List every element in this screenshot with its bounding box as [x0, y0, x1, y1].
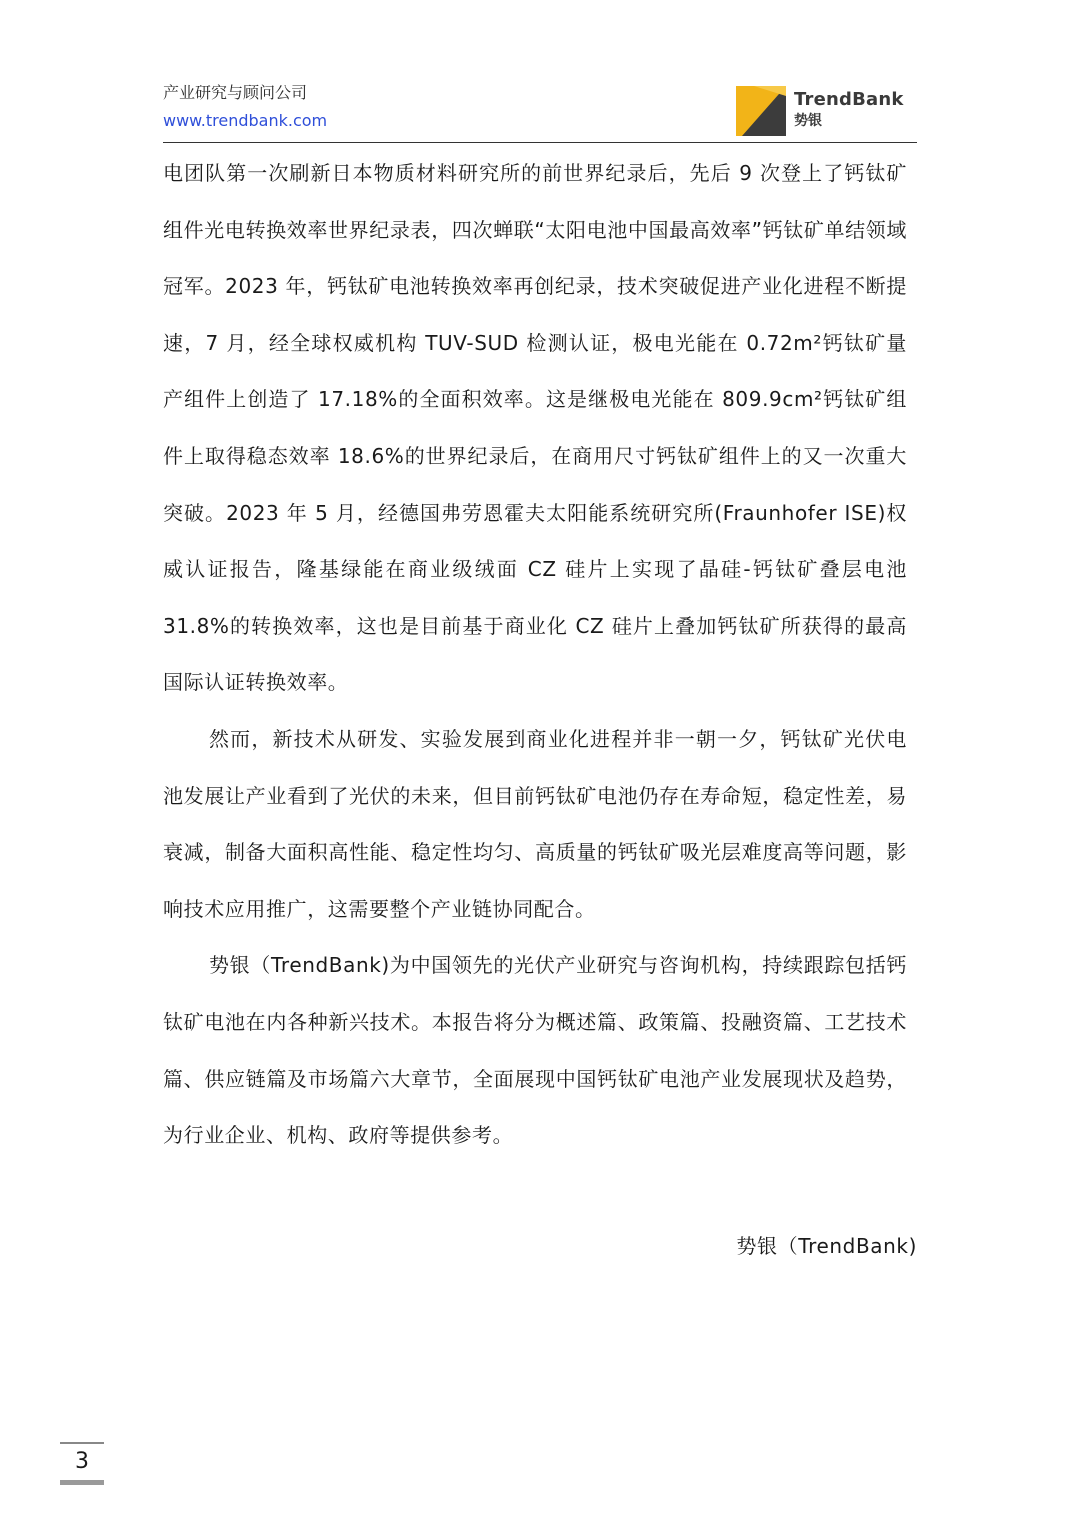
trendbank-logo [736, 86, 916, 136]
page-number-block [60, 1442, 104, 1486]
trendbank-logo-icon [736, 86, 786, 136]
logo-name-en: TrendBank [794, 89, 904, 110]
header-divider [163, 142, 917, 143]
report-body [163, 145, 907, 1164]
body-paragraph-1: 电团队第一次刷新日本物质材料研究所的前世界纪录后，先后 9 次登上了钙钛矿组件光电转换效率世界纪录表，四次蝉联“太阳电池中国最高效率”钙钛矿单结领域冠军。2023 年，钙钛矿电池转换效率再创纪录，技术突破促进产业化进程不断提速，7 月，经全球权威机构 TUV-SUD 检测认证，极电光能在 0.72m²钙钛矿量产组件上创造了 17.18%的全面积效率。这是继极电光能在 809.9cm²钙钛矿组件上取得稳态效率 18.6%的世界纪录后，在商用尺寸钙钛矿组件上的又一次重大突破。2023 年 5 月，经德国弗劳恩霍夫太阳能系统研究所(Fraunhofer ISE)权威认证报告，隆基绿能在商业级绒面 CZ 硅片上实现了晶硅-钙钛矿叠层电池 31.8%的转换效率，这也是目前基于商业化 CZ 硅片上叠加钙钛矿所获得的最高国际认证转换效率。 [163, 161, 907, 695]
page-number-top-rule [60, 1442, 104, 1444]
signature: 势银（TrendBank) [736, 1234, 917, 1258]
body-paragraph-3: 势银（TrendBank)为中国领先的光伏产业研究与咨询机构，持续跟踪包括钙钛矿电池在内各种新兴技术。本报告将分为概述篇、政策篇、投融资篇、工艺技术篇、供应链篇及市场篇六大章节，全面展现中国钙钛矿电池产业发展现状及趋势，为行业企业、机构、政府等提供参考。 [163, 953, 907, 1148]
body-paragraph-2: 然而，新技术从研发、实验发展到商业化进程并非一朝一夕，钙钛矿光伏电池发展让产业看到了光伏的未来，但目前钙钛矿电池仍存在寿命短，稳定性差，易衰减，制备大面积高性能、稳定性均匀、高质量的钙钛矿吸光层难度高等问题，影响技术应用推广，这需要整个产业链协同配合。 [163, 726, 907, 921]
logo-name-cn: 势银 [794, 113, 822, 129]
page-number-bar [60, 1480, 104, 1485]
page-number: 3 [75, 1449, 89, 1474]
company-description: 产业研究与顾问公司 [163, 83, 308, 102]
page-header-left [163, 82, 327, 132]
company-url-link[interactable]: www.trendbank.com [163, 111, 328, 130]
